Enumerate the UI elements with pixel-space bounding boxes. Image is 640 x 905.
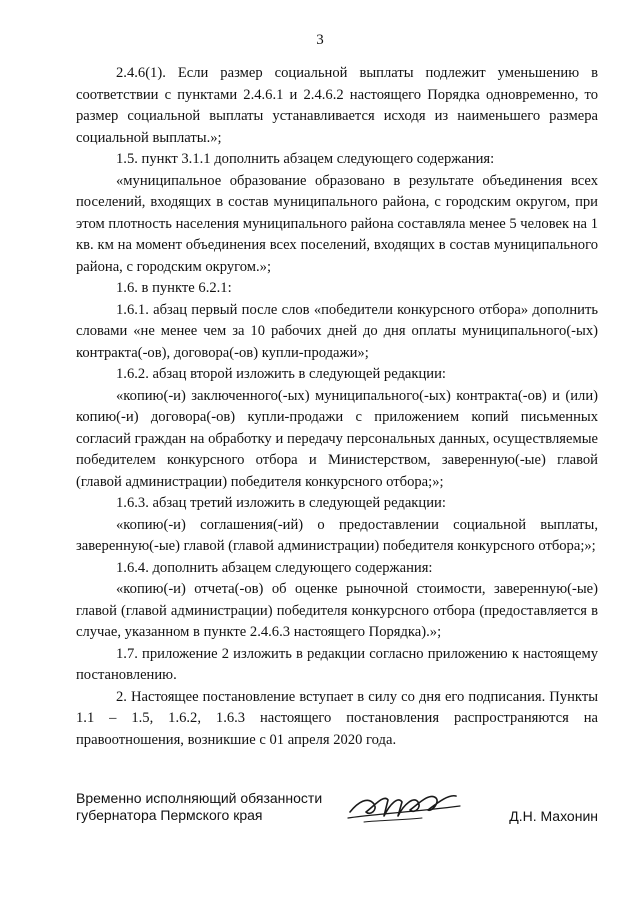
- paragraph-2-4-6-1: 2.4.6(1). Если размер социальной выплаты подлежит уменьшению в соответствии с пунктами 2.4.6.1 и 2.4.6.2 настоящего Порядка одновременно, то размер социальной выплаты устанавливается исходя из наименьшего размера социальной выплаты.»;: [76, 65, 598, 146]
- signatory-position: [76, 790, 322, 824]
- paragraph-1-7: 1.7. приложение 2 изложить в редакции согласно приложению к настоящему постановлению.: [76, 645, 598, 683]
- signature-block: [76, 790, 598, 840]
- paragraph-1-6-3: 1.6.3. абзац третий изложить в следующей редакции:: [116, 495, 446, 511]
- paragraph-1-6-4-quote: «копию(-и) отчета(-ов) об оценке рыночной стоимости, заверенную(-ые) главой (главой администрации) победителя конкурсного отбора (предоставляется в случае, указанном в пункте 2.4.6.3 настоящего Порядка).»;: [76, 581, 598, 640]
- document-body: [76, 63, 598, 751]
- signatory-position-line2: губернатора Пермского края: [76, 807, 263, 823]
- signatory-position-line1: Временно исполняющий обязанности: [76, 790, 323, 806]
- paragraph-1-6-2-quote: «копию(-и) заключенного(-ых) муниципального(-ых) контракта(-ов) и (или) копию(-и) договора(-ов) купли-продажи с приложением копий письменных согласий граждан на обработку и передачу персональных данных, осуществляемые победителем конкурсного отбора и Министерством, заверенную(-ые) главой (главой администрации) победителя конкурсного отбора;»;: [76, 387, 598, 490]
- paragraph-1-6-1: 1.6.1. абзац первый после слов «победители конкурсного отбора» дополнить словами «не менее чем за 10 рабочих дней до дня оплаты муниципального(-ых) контракта(-ов), договора(-ов) купли-продажи»;: [76, 301, 598, 361]
- paragraph-2: 2. Настоящее постановление вступает в силу со дня его подписания. Пункты 1.1 – 1.5, 1.6.2, 1.6.3 настоящего постановления распространяются на правоотношения, возникшие с 01 апреля 2020 года.: [76, 688, 598, 748]
- paragraph-1-6-3-quote: «копию(-и) соглашения(-ий) о предоставлении социальной выплаты, заверенную(-ые) главой (главой администрации) победителя конкурсного отбора;»;: [76, 516, 598, 554]
- paragraph-1-5: 1.5. пункт 3.1.1 дополнить абзацем следующего содержания:: [116, 151, 495, 167]
- paragraph-1-6-4: 1.6.4. дополнить абзацем следующего содержания:: [116, 559, 433, 576]
- signatory-name: Д.Н. Махонин: [509, 808, 598, 824]
- paragraph-1-5-quote: «муниципальное образование образовано в результате объединения всех поселений, входящих в состав муниципального района, с городским округом, при этом плотность населения муниципального района составляла менее 5 человек на 1 кв. км на момент объединения всех поселений, входящих в состав муниципального района, с городским округом.»;: [76, 172, 598, 275]
- paragraph-1-6: 1.6. в пункте 6.2.1:: [116, 280, 232, 296]
- paragraph-1-6-2: 1.6.2. абзац второй изложить в следующей редакции:: [116, 366, 446, 382]
- page-number: 3: [316, 32, 324, 48]
- handwritten-signature: [344, 782, 464, 828]
